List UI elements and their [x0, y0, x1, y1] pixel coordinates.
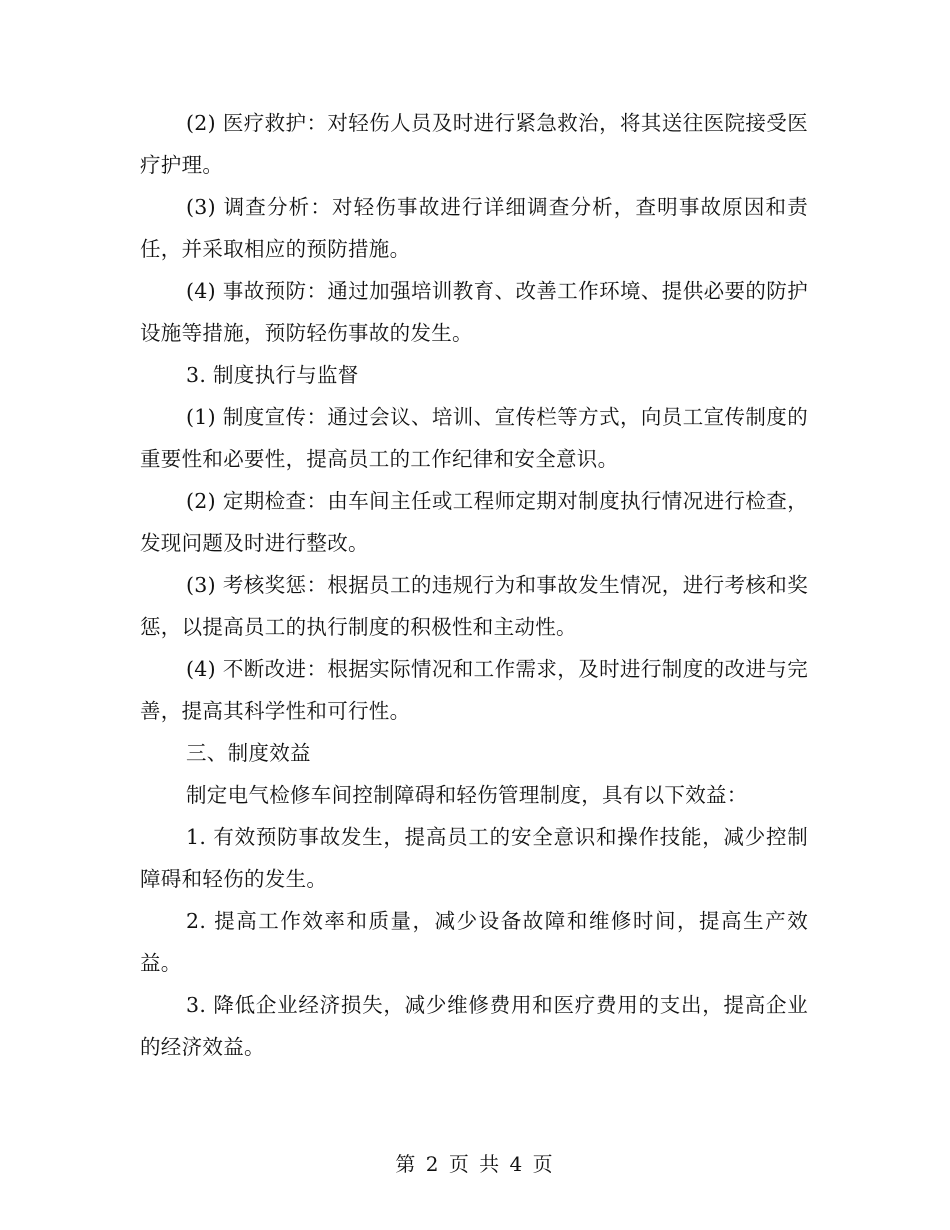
- paragraph-improvement: (4) 不断改进：根据实际情况和工作需求，及时进行制度的改进与完善，提高其科学性和可行性。: [140, 657, 808, 723]
- paragraph-accident-prevention: (4) 事故预防：通过加强培训教育、改善工作环境、提供必要的防护设施等措施，预防轻伤事故的发生。: [140, 279, 808, 345]
- paragraph-benefit-3: 3. 降低企业经济损失，减少维修费用和医疗费用的支出，提高企业的经济效益。: [140, 993, 808, 1059]
- section-heading-benefits: 三、制度效益: [186, 741, 311, 765]
- paragraph-assessment: (3) 考核奖惩：根据员工的违规行为和事故发生情况，进行考核和奖惩，以提高员工的执行制度的积极性和主动性。: [140, 573, 808, 639]
- paragraph-benefits-intro: 制定电气检修车间控制障碍和轻伤管理制度，具有以下效益：: [186, 783, 748, 807]
- paragraph-medical-treatment: (2) 医疗救护：对轻伤人员及时进行紧急救治，将其送往医院接受医疗护理。: [140, 111, 808, 177]
- page-number-footer: 第 2 页 共 4 页: [395, 1152, 555, 1176]
- paragraph-inspection: (2) 定期检查：由车间主任或工程师定期对制度执行情况进行检查，发现问题及时进行整改。: [140, 489, 808, 555]
- section-heading-execution: 3. 制度执行与监督: [186, 363, 359, 387]
- paragraph-investigation: (3) 调查分析：对轻伤事故进行详细调查分析，查明事故原因和责任，并采取相应的预防措施。: [140, 195, 808, 261]
- paragraph-publicity: (1) 制度宣传：通过会议、培训、宣传栏等方式，向员工宣传制度的重要性和必要性，提高员工的工作纪律和安全意识。: [140, 405, 808, 471]
- paragraph-benefit-2: 2. 提高工作效率和质量，减少设备故障和维修时间，提高生产效益。: [140, 909, 808, 975]
- document-body: [140, 102, 808, 1068]
- paragraph-benefit-1: 1. 有效预防事故发生，提高员工的安全意识和操作技能，减少控制障碍和轻伤的发生。: [140, 825, 808, 891]
